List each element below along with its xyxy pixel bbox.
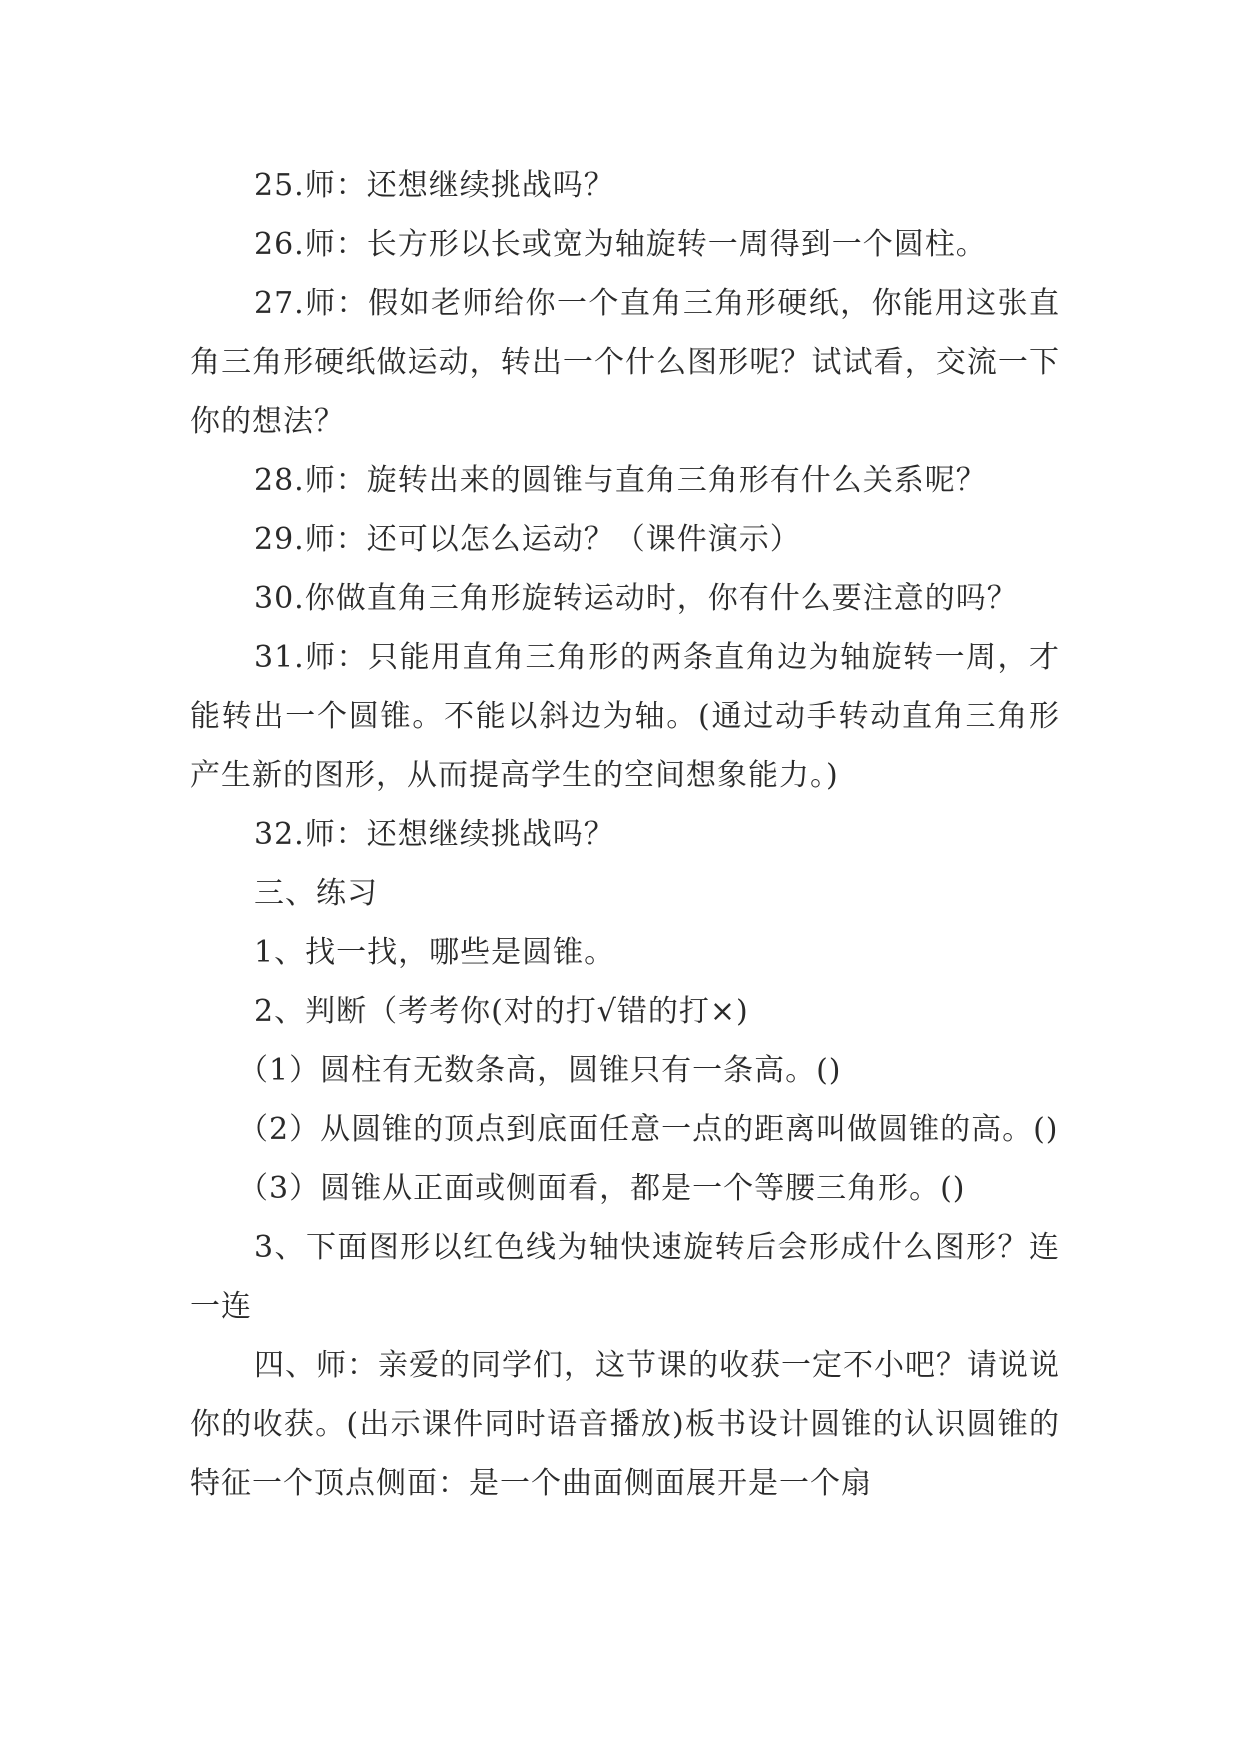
exercise-2: 2、判断（考考你(对的打√错的打×): [254, 994, 749, 1029]
exercise-1: 1、找一找，哪些是圆锥。: [254, 935, 616, 970]
paragraph-32: 32.师：还想继续挑战吗？: [254, 817, 615, 852]
exercise-2-item-3: （3）圆锥从正面或侧面看，都是一个等腰三角形。(): [238, 1171, 966, 1206]
paragraph-28: 28.师：旋转出来的圆锥与直角三角形有什么关系呢？: [254, 463, 987, 498]
exercise-2-item-1: （1）圆柱有无数条高，圆锥只有一条高。(): [238, 1053, 842, 1088]
exercise-2-item-2: （2）从圆锥的顶点到底面任意一点的距离叫做圆锥的高。(): [238, 1112, 1059, 1147]
section-summary: 四、师：亲爱的同学们，这节课的收获一定不小吧？请说说你的收获。(出示课件同时语音播放)板书设计圆锥的认识圆锥的特征一个顶点侧面：是一个曲面侧面展开是一个扇: [190, 1348, 1060, 1501]
paragraph-29: 29.师：还可以怎么运动？（课件演示）: [254, 522, 801, 557]
paragraph-25: 25.师：还想继续挑战吗？: [254, 168, 615, 203]
document-body: [190, 156, 1060, 1513]
paragraph-27: 27.师：假如老师给你一个直角三角形硬纸，你能用这张直角三角形硬纸做运动，转出一个什么图形呢？试试看，交流一下你的想法？: [190, 286, 1060, 439]
paragraph-31: 31.师：只能用直角三角形的两条直角边为轴旋转一周，才能转出一个圆锥。不能以斜边为轴。(通过动手转动直角三角形产生新的图形，从而提高学生的空间想象能力。): [190, 640, 1060, 793]
paragraph-30: 30.你做直角三角形旋转运动时，你有什么要注意的吗？: [254, 581, 1018, 616]
exercise-3: 3、下面图形以红色线为轴快速旋转后会形成什么图形？连一连: [190, 1230, 1060, 1324]
section-heading-practice: 三、练习: [254, 876, 378, 911]
paragraph-26: 26.师：长方形以长或宽为轴旋转一周得到一个圆柱。: [254, 227, 987, 262]
